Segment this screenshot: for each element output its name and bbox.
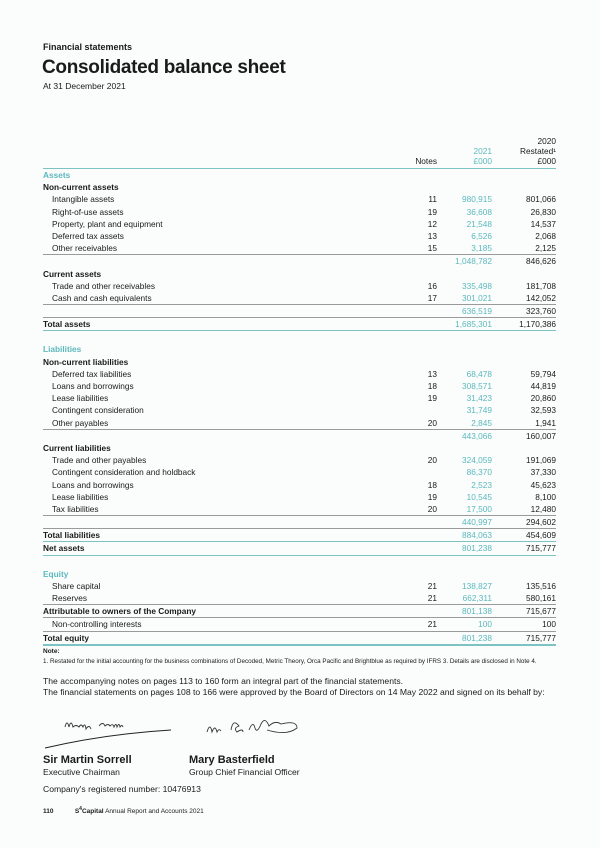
value-2021: 86,370 bbox=[466, 467, 492, 478]
line-item-note: 13 bbox=[427, 368, 437, 379]
value-2020: 580,161 bbox=[526, 593, 556, 603]
value-2021: 301,021 bbox=[462, 292, 492, 303]
value-2020: 2,068 bbox=[535, 230, 556, 241]
value-2020: 12,480 bbox=[530, 503, 556, 514]
non-current-assets-heading: Non-current assets bbox=[43, 182, 119, 193]
line-item-label: Reserves bbox=[52, 593, 88, 603]
line-item-label: Property, plant and equipment bbox=[52, 218, 163, 229]
liabilities-heading: Liabilities bbox=[43, 344, 82, 355]
approval-paragraph: The financial statements on pages 108 to 166 were approved by the Board of Directors on 14 May 2022 and signed on its behalf by: bbox=[43, 687, 545, 697]
line-item-label: Contingent consideration bbox=[52, 405, 144, 416]
year-2020-column-header: 2020 Restated¹ £000 bbox=[520, 136, 556, 166]
line-item-row bbox=[43, 503, 556, 516]
line-item-row bbox=[43, 404, 556, 416]
value-2020: 20,860 bbox=[530, 393, 556, 404]
signatory-2 bbox=[189, 754, 300, 777]
value-2021: 36,608 bbox=[466, 206, 492, 217]
line-item-label: Deferred tax assets bbox=[52, 230, 124, 241]
line-item-row bbox=[43, 454, 556, 466]
page-number: 110 bbox=[43, 808, 54, 816]
notes-column-header: Notes bbox=[415, 156, 437, 166]
signatory-name: Sir Martin Sorrell bbox=[43, 754, 132, 766]
registered-number: Company's registered number: 10476913 bbox=[43, 784, 201, 794]
line-item-note: 12 bbox=[427, 218, 437, 229]
value-2021: 68,478 bbox=[466, 368, 492, 379]
signature-block bbox=[43, 712, 563, 782]
value-2021: 3,185 bbox=[471, 243, 492, 254]
line-item-label: Tax liabilities bbox=[52, 503, 99, 514]
footnote-title: Note: bbox=[43, 648, 60, 655]
line-item-label: Trade and other payables bbox=[52, 455, 147, 466]
total-assets-row: Total assets 1,685,301 1,170,386 bbox=[43, 318, 556, 331]
line-item-note: 11 bbox=[428, 194, 437, 205]
line-item-row bbox=[43, 368, 556, 380]
line-item-row bbox=[43, 466, 556, 478]
value-2021: 138,827 bbox=[462, 580, 492, 591]
value-2021: 980,915 bbox=[462, 194, 492, 205]
line-item-row bbox=[43, 193, 556, 205]
non-current-liabilities-heading: Non-current liabilities bbox=[43, 356, 129, 367]
value-2020: 26,830 bbox=[530, 206, 556, 217]
value-2021: 2,523 bbox=[471, 479, 492, 490]
signature-martin-sorrell bbox=[43, 712, 173, 752]
line-item-label: Loans and borrowings bbox=[52, 381, 134, 391]
line-item-label: Intangible assets bbox=[52, 194, 115, 205]
line-item-row bbox=[43, 292, 556, 305]
value-2021: 31,749 bbox=[466, 405, 492, 416]
approval-text bbox=[43, 676, 563, 698]
line-item-row bbox=[43, 380, 556, 392]
value-2020: 181,708 bbox=[526, 280, 556, 291]
equity-heading: Equity bbox=[43, 568, 69, 579]
balance-sheet-table bbox=[43, 136, 556, 646]
value-2020: 142,052 bbox=[526, 292, 556, 303]
value-2021: 662,311 bbox=[462, 593, 492, 603]
value-2020: 14,537 bbox=[530, 218, 556, 229]
line-item-note: 21 bbox=[427, 593, 437, 603]
line-item-row bbox=[43, 491, 556, 503]
page-title: Consolidated balance sheet bbox=[42, 57, 286, 78]
signatory-role: Executive Chairman bbox=[43, 767, 120, 777]
value-2021: 308,571 bbox=[462, 381, 492, 391]
current-assets-heading: Current assets bbox=[43, 268, 102, 279]
current-assets-subtotal: 636,519 323,760 bbox=[43, 305, 556, 318]
line-item-label: Right-of-use assets bbox=[52, 206, 124, 217]
value-2020: 44,819 bbox=[530, 381, 556, 391]
line-item-note: 18 bbox=[427, 381, 437, 391]
current-liabilities-subtotal: 440,997 294,602 bbox=[43, 516, 556, 529]
total-liabilities-row: Total liabilities 884,063 454,609 bbox=[43, 529, 556, 542]
line-item-note: 17 bbox=[427, 292, 437, 303]
value-2020: 1,941 bbox=[535, 417, 556, 428]
line-item-label: Other payables bbox=[52, 417, 109, 428]
value-2021: 335,498 bbox=[462, 280, 492, 291]
value-2021: 10,545 bbox=[466, 491, 492, 502]
notes-reference-paragraph: The accompanying notes on pages 113 to 160 form an integral part of the financial statements. bbox=[43, 676, 404, 686]
total-equity-row: Total equity 801,238 715,777 bbox=[43, 632, 556, 646]
line-item-row bbox=[43, 580, 556, 592]
line-item-row bbox=[43, 280, 556, 292]
value-2020: 59,794 bbox=[530, 368, 556, 379]
signatory-role: Group Chief Financial Officer bbox=[189, 767, 300, 777]
line-item-row bbox=[43, 242, 556, 255]
value-2020: 37,330 bbox=[530, 467, 556, 478]
footnote-1: 1. Restated for the initial accounting for the business combinations of Decoded, Metric Theory, Orca Pacific and Brightblue as required by IFRS 3. Details are disclosed in Note 4. bbox=[43, 658, 537, 665]
line-item-label: Lease liabilities bbox=[52, 393, 109, 404]
attributable-to-owners-row: Attributable to owners of the Company 801,138 715,677 bbox=[43, 605, 556, 618]
line-item-note: 20 bbox=[427, 417, 437, 428]
line-item-note: 19 bbox=[427, 491, 437, 502]
column-header bbox=[43, 136, 556, 169]
value-2020: 45,623 bbox=[530, 479, 556, 490]
value-2020: 135,516 bbox=[526, 580, 556, 591]
value-2021: 21,548 bbox=[466, 218, 492, 229]
line-item-label: Share capital bbox=[52, 580, 101, 591]
line-item-note: 19 bbox=[427, 393, 437, 404]
line-item-note: 20 bbox=[427, 503, 437, 514]
value-2020: 191,069 bbox=[526, 455, 556, 466]
value-2021: 17,500 bbox=[466, 503, 492, 514]
line-item-label: Contingent consideration and holdback bbox=[52, 467, 196, 478]
line-item-label: Loans and borrowings bbox=[52, 479, 134, 490]
value-2021: 2,845 bbox=[471, 417, 492, 428]
line-item-label: Cash and cash equivalents bbox=[52, 292, 152, 303]
line-item-label: Other receivables bbox=[52, 243, 118, 254]
signatory-name: Mary Basterfield bbox=[189, 754, 275, 766]
page-footer bbox=[43, 806, 204, 815]
non-current-liabilities-subtotal: 443,066 160,007 bbox=[462, 430, 556, 441]
value-2021: 31,423 bbox=[466, 393, 492, 404]
line-item-label: Trade and other receivables bbox=[52, 280, 156, 291]
assets-heading: Assets bbox=[43, 170, 71, 180]
value-2020: 801,066 bbox=[526, 194, 556, 205]
document-title: Annual Report and Accounts 2021 bbox=[105, 808, 204, 816]
line-item-note: 21 bbox=[427, 580, 437, 591]
line-item-row bbox=[43, 230, 556, 242]
line-item-row bbox=[43, 479, 556, 491]
line-item-row bbox=[43, 218, 556, 230]
non-current-assets-subtotal: 1,048,782 846,626 bbox=[455, 256, 556, 267]
value-2020: 8,100 bbox=[535, 491, 556, 502]
line-item-label: Deferred tax liabilities bbox=[52, 368, 132, 379]
line-item-row bbox=[43, 392, 556, 404]
line-item-note: 20 bbox=[427, 455, 437, 466]
value-2021: 324,059 bbox=[462, 455, 492, 466]
non-controlling-interests-row: Non-controlling interests 21 100 100 bbox=[43, 618, 556, 631]
section-label: Financial statements bbox=[43, 42, 133, 52]
value-2020: 2,125 bbox=[535, 243, 556, 254]
value-2020: 32,593 bbox=[530, 405, 556, 416]
line-item-row bbox=[43, 206, 556, 218]
signatory-1 bbox=[43, 754, 132, 777]
line-item-note: 18 bbox=[427, 479, 437, 490]
line-item-note: 16 bbox=[427, 280, 437, 291]
signature-mary-basterfield bbox=[203, 712, 313, 742]
line-item-row bbox=[43, 417, 556, 430]
line-item-note: 15 bbox=[427, 243, 437, 254]
footnotes bbox=[43, 648, 563, 666]
net-assets-row: Net assets 801,238 715,777 bbox=[43, 542, 556, 555]
line-item-label: Lease liabilities bbox=[52, 491, 109, 502]
year-2021-column-header: 2021 £000 bbox=[473, 146, 492, 166]
current-liabilities-heading: Current liabilities bbox=[43, 442, 111, 453]
value-2021: 6,526 bbox=[471, 230, 492, 241]
line-item-note: 13 bbox=[427, 230, 437, 241]
page-subtitle: At 31 December 2021 bbox=[43, 81, 126, 91]
brand-logo: $S^4Capital$ bbox=[74, 806, 104, 816]
line-item-row bbox=[43, 592, 556, 605]
line-item-note: 19 bbox=[427, 206, 437, 217]
